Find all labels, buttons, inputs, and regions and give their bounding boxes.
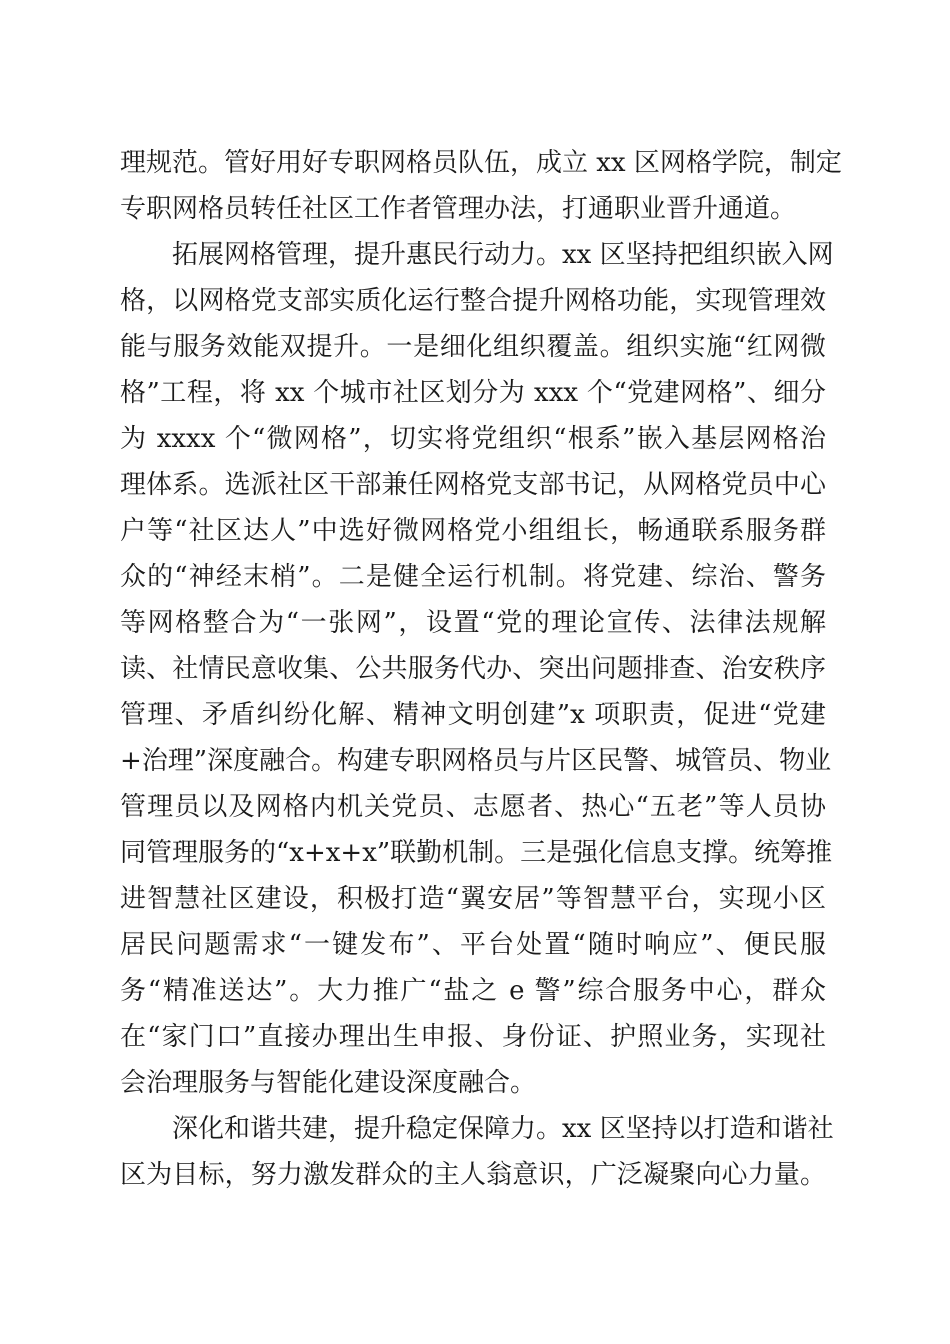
text-line: 管理、矛盾纠纷化解、精神文明创建”x 项职责，促进“党建 — [120, 700, 826, 730]
text-line: 同管理服务的“x+x+x”联勤机制。三是强化信息支撑。统筹推 — [120, 838, 833, 868]
text-line: 区为目标，努力激发群众的主人翁意识，广泛凝聚向心力量。 — [120, 1160, 826, 1190]
text-line: 会治理服务与智能化建设深度融合。 — [120, 1068, 537, 1098]
text-line: 务“精准送达”。大力推广“盐之 e 警”综合服务中心，群众 — [120, 976, 826, 1006]
text-line: 众的“神经末梢”。二是健全运行机制。将党建、综治、警务 — [120, 562, 826, 592]
text-line: 格，以网格党支部实质化运行整合提升网格功能，实现管理效 — [120, 286, 826, 316]
text-line: 进智慧社区建设，积极打造“翼安居”等智慧平台，实现小区 — [120, 884, 826, 914]
text-line: 理体系。选派社区干部兼任网格党支部书记，从网格党员中心 — [120, 470, 826, 500]
text-line: 在“家门口”直接办理出生申报、身份证、护照业务，实现社 — [120, 1022, 826, 1052]
text-line: 读、社情民意收集、公共服务代办、突出问题排查、治安秩序 — [120, 654, 826, 684]
text-line: +治理”深度融合。构建专职网格员与片区民警、城管员、物业 — [120, 746, 832, 776]
text-line: 为 xxxx 个“微网格”，切实将党组织“根系”嵌入基层网格治 — [120, 424, 826, 454]
text-line: 等网格整合为“一张网”，设置“党的理论宣传、法律法规解 — [120, 608, 826, 638]
text-line: 居民问题需求“一键发布”、平台处置“随时响应”、便民服 — [120, 930, 826, 960]
paragraph-heading-line: 拓展网格管理，提升惠民行动力。xx 区坚持把组织嵌入网 — [172, 240, 834, 270]
text-line: 能与服务效能双提升。一是细化组织覆盖。组织实施“红网微 — [120, 332, 826, 362]
paragraph-heading-line: 深化和谐共建，提升稳定保障力。xx 区坚持以打造和谐社 — [172, 1114, 834, 1144]
text-line: 理规范。管好用好专职网格员队伍，成立 xx 区网格学院，制定 — [120, 148, 842, 178]
text-line: 专职网格员转任社区工作者管理办法，打通职业晋升通道。 — [120, 194, 797, 224]
text-line: 格”工程，将 xx 个城市社区划分为 xxx 个“党建网格”、细分 — [120, 378, 826, 408]
text-line: 管理员以及网格内机关党员、志愿者、热心“五老”等人员协 — [120, 792, 826, 822]
text-line: 户等“社区达人”中选好微网格党小组组长，畅通联系服务群 — [120, 516, 826, 546]
